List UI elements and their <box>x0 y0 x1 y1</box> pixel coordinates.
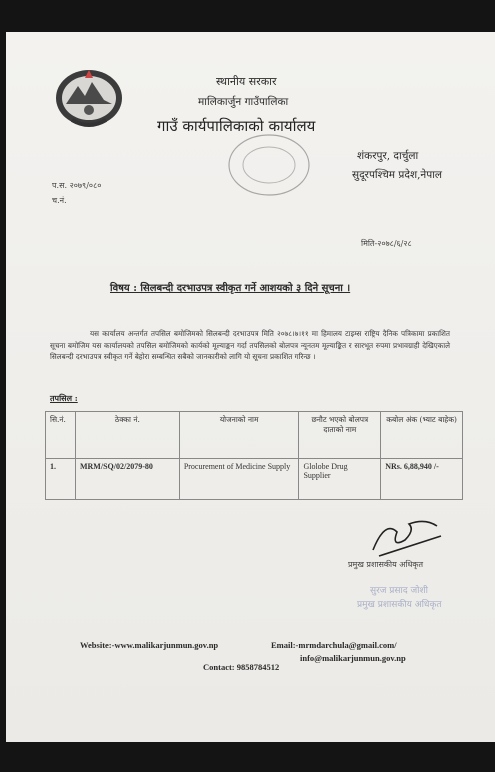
cell-sn: 1. <box>46 459 76 500</box>
stamp-name: सुरज प्रसाद जोशी <box>370 586 428 596</box>
document-page <box>6 32 495 742</box>
cell-amount: NRs. 6,88,940 /- <box>381 459 463 500</box>
table-row <box>46 459 463 500</box>
cell-project: Procurement of Medicine Supply <box>179 459 299 500</box>
notice-paragraph: यस कार्यालय अन्तर्गत तपसिल बमोजिमको सिलबन्दी दरभाउपत्र मिति २०७८।७।११ मा हिमालय टाइम्स राष्ट्रिय दैनिक पत्रिकामा प्रकाशित सूचना बमोजिम यस कार्यालयको तपसिल बमोजिमको कार्यको मूल्याङ्कन गर्दा तपसिलको बोलपत्र न्यूनतम मूल्याङ्कित र सारभूत रुपमा प्रभावग्राही देखिएकाले सिलबन्दी दरभाउपत्र स्वीकृत गर्ने बेहोरा सम्बन्धित सबैको जानकारीको लागि यो सूचना प्रकाशित गरिन्छ । <box>50 329 450 361</box>
notice-body <box>50 328 450 363</box>
subject-line: विषय : सिलबन्दी दरभाउपत्र स्वीकृत गर्ने आशयको ३ दिने सूचना । <box>110 283 351 294</box>
tapasil-label: तपसिल : <box>50 393 78 403</box>
col-header-sn: सि.नं. <box>46 412 76 459</box>
signatory-title: प्रमुख प्रशासकीय अधिकृत <box>348 560 424 569</box>
col-header-amount: कबोल अंक (भ्याट बाहेक) <box>381 412 463 459</box>
footer-email-2: info@malikarjunmun.gov.np <box>300 653 406 663</box>
table-header-row <box>46 412 463 459</box>
footer-contact: Contact: 9858784512 <box>203 662 280 672</box>
footer-website: Website:-www.malikarjunmun.gov.np <box>80 640 219 650</box>
cell-contract: MRM/SQ/02/2079-80 <box>75 459 179 500</box>
footer-email-1: Email:-mrmdarchula@gmail.com/ <box>271 640 397 650</box>
signature-icon <box>365 512 445 560</box>
header-line-1: स्थानीय सरकार <box>216 75 277 88</box>
stamp-title: प्रमुख प्रशासकीय अधिकृत <box>357 600 442 610</box>
date: मिति-२०७८/६/२८ <box>361 239 412 248</box>
dispatch-number: च.नं. <box>52 196 67 205</box>
bid-table <box>45 411 463 500</box>
cell-bidder: Glolobe Drug Supplier <box>299 459 381 500</box>
col-header-bidder: छनौट भएको बोलपत्र दाताको नाम <box>299 412 381 459</box>
office-stamp-icon <box>224 130 314 200</box>
address-line-1: शंकरपुर, दार्चुला <box>357 150 419 162</box>
col-header-project: योजनाको नाम <box>179 412 299 459</box>
reference-number: प.स. २०७९/०८० <box>52 181 102 190</box>
office-title: गाउँ कार्यपालिकाको कार्यालय <box>157 117 316 135</box>
header-line-2: मालिकार्जुन गाउँपालिका <box>198 96 289 108</box>
col-header-contract: ठेक्का नं. <box>75 412 179 459</box>
address-line-2: सुदूरपश्चिम प्रदेश,नेपाल <box>352 169 443 181</box>
government-emblem-icon <box>52 64 126 130</box>
